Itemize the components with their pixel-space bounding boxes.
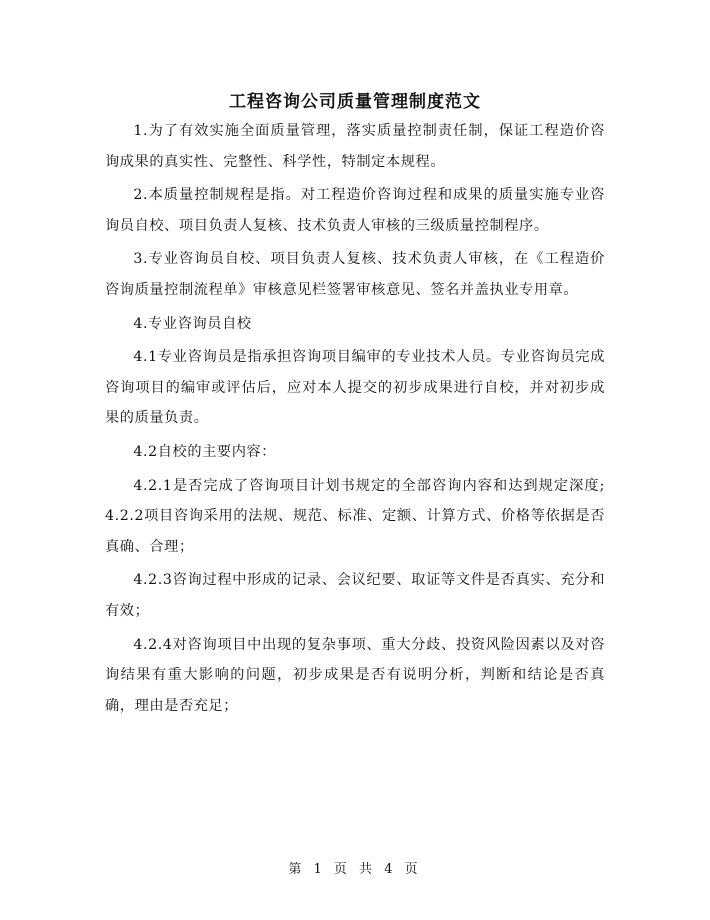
paragraph-4-1: 4.1专业咨询员是指承担咨询项目编审的专业技术人员。专业咨询员完成咨询项目的编审或评估后，应对本人提交的初步成果进行自校，并对初步成果的质量负责。 bbox=[105, 349, 605, 427]
paragraph-1: 1.为了有效实施全面质量管理，落实质量控制责任制，保证工程造价咨询成果的真实性、完整性、科学性，特制定本规程。 bbox=[105, 123, 605, 170]
paragraph-2: 2.本质量控制规程是指。对工程造价咨询过程和成果的质量实施专业咨询员自校、项目负责人复核、技术负责人审核的三级质量控制程序。 bbox=[105, 187, 605, 234]
page-footer: 第 1 页 共 4 页 bbox=[288, 862, 422, 877]
paragraph-4-2: 4.2自校的主要内容： bbox=[133, 443, 277, 460]
paragraph-4: 4.专业咨询员自校 bbox=[133, 315, 252, 332]
paragraph-3: 3.专业咨询员自校、项目负责人复核、技术负责人审核，在《工程造价咨询质量控制流程单》审核意见栏签署审核意见、签名并盖执业专用章。 bbox=[105, 251, 605, 298]
document-title: 工程咨询公司质量管理制度范文 bbox=[229, 92, 481, 112]
paragraph-4-2-4: 4.2.4对咨询项目中出现的复杂事项、重大分歧、投资风险因素以及对咨询结果有重大影响的问题，初步成果是否有说明分析，判断和结论是否真确，理由是否充足； bbox=[105, 636, 605, 714]
document-body bbox=[105, 116, 605, 724]
paragraph-4-2-1: 4.2.1是否完成了咨询项目计划书规定的全部咨询内容和达到规定深度;4.2.2项目咨询采用的法规、规范、标准、定额、计算方式、价格等依据是否真确、合理； bbox=[105, 477, 605, 555]
paragraph-4-2-3: 4.2.3咨询过程中形成的记录、会议纪要、取证等文件是否真实、充分和有效； bbox=[105, 572, 605, 619]
